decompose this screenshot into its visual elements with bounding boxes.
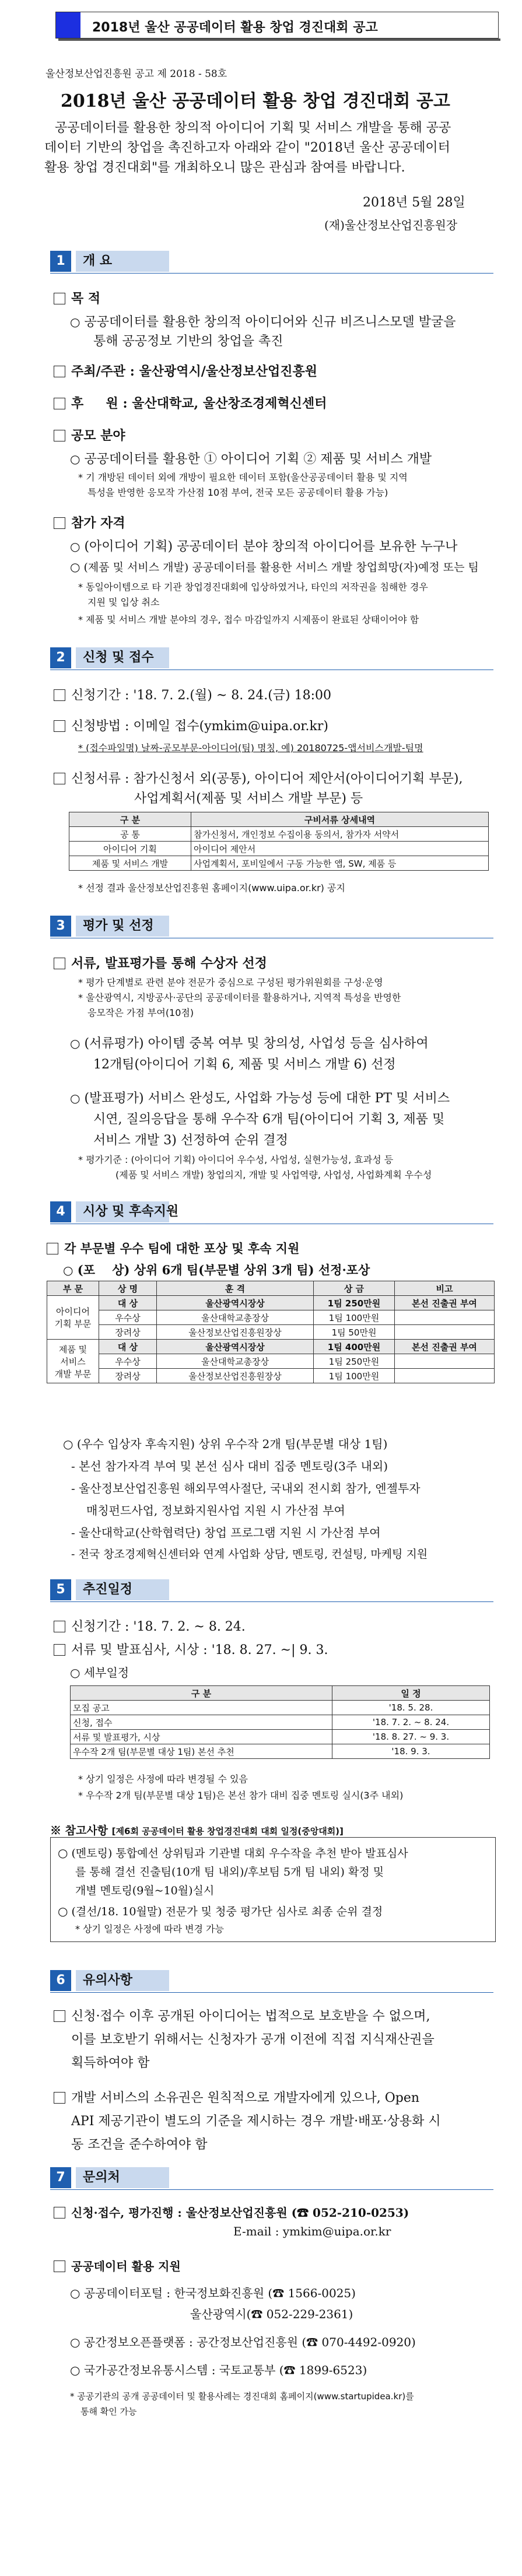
section-1-header	[50, 251, 493, 272]
section-3-header	[50, 916, 493, 937]
docs-table	[69, 812, 489, 871]
eval-criteria-1: * 평가기준 : (아이디어 기획) 아이디어 우수성, 사업성, 실현가능성, 효과성 등	[78, 1154, 394, 1165]
table-cell: 아이디어 제안서	[191, 842, 489, 856]
section-title: 문의처	[83, 2170, 120, 2185]
eligibility-line-1: ○ (아이디어 기획) 공공데이터 분야 창의적 아이디어를 보유한 누구나	[70, 539, 458, 554]
circle-bullet-icon: ○	[70, 2363, 80, 2377]
table-cell: 울산광역시장상	[157, 1340, 314, 1354]
apply-method-note: * (접수파일명) 날짜-공모부문-아이디어(팀) 명칭, 예) 20180725-앱서비스개발-팀명	[78, 742, 423, 753]
table-cell: '18. 5. 28.	[332, 1701, 490, 1715]
checkbox-icon	[54, 1621, 65, 1632]
table-row	[71, 1701, 490, 1715]
table-cell: 참가신청서, 개인정보 수집이용 동의서, 참가자 서약서	[191, 827, 489, 842]
section-number: 3	[50, 916, 71, 937]
table-cell: 장려상	[99, 1369, 157, 1383]
table-cell: 울산정보산업진흥원장상	[157, 1325, 314, 1340]
table-cell: 제품 및 서비스 개발	[69, 856, 191, 871]
table-cell: 아이디어 기획	[69, 842, 191, 856]
table-cell: '18. 9. 3.	[332, 1744, 490, 1759]
checkbox-icon	[54, 689, 65, 701]
table-cell: 공 통	[69, 827, 191, 842]
support-line-6: - 전국 창조경제혁신센터와 연계 사업화 상담, 멘토링, 컨설팅, 마케팅 지원	[71, 1548, 428, 1561]
section-title: 추진일정	[83, 1582, 133, 1597]
schedule-period: 신청기간 : '18. 7. 2. ~ 8. 24.	[54, 1617, 246, 1635]
section-title: 평가 및 선정	[83, 919, 154, 933]
checkbox-icon	[54, 2092, 65, 2104]
banner-title: 2018년 울산 공공데이터 활용 창업 경진대회 공고	[92, 20, 378, 35]
field-note-1: * 기 개방된 데이터 외에 개방이 필요한 데이터 포함(울산공공데이터 활용 및 지역	[78, 472, 408, 483]
table-cell: 1팀 100만원	[314, 1310, 395, 1325]
section-rule	[50, 1601, 493, 1602]
section-6-header	[50, 1970, 493, 1991]
section-number: 6	[50, 1970, 71, 1991]
table-cell: 사업계획서, 포비일에서 구동 가능한 앱, SW, 제품 등	[191, 856, 489, 871]
circle-bullet-icon: ○	[70, 315, 80, 329]
section-number: 1	[50, 251, 71, 272]
table-cell: 우수상	[99, 1310, 157, 1325]
section-title: 유의사항	[83, 1973, 133, 1988]
support-line-5: - 울산대학교(산학협력단) 창업 프로그램 지원 시 가산점 부여	[71, 1526, 381, 1540]
schedule-table	[70, 1685, 490, 1759]
table-cell: 우수상	[99, 1354, 157, 1369]
group-cell: 아이디어 기획 부문	[47, 1296, 99, 1340]
table-cell	[395, 1369, 495, 1383]
circle-bullet-icon: ○	[70, 1666, 80, 1680]
contact-main: 신청·접수, 평가진행 : 울산정보산업진흥원 (☎ 052-210-0253)	[54, 2203, 409, 2220]
circle-bullet-icon: ○	[70, 2286, 80, 2300]
eval-pt-1: ○ (발표평가) 서비스 완성도, 사업화 가능성 등에 대한 PT 및 서비스	[70, 1091, 450, 1106]
contact-note-2: 통해 확인 가능	[80, 2406, 137, 2417]
table-cell: 우수작 2개 팀(부문별 대상 1팀) 본선 추천	[71, 1744, 332, 1759]
reference-box	[50, 1837, 496, 1942]
table-row	[47, 1310, 495, 1325]
table-cell: 대 상	[99, 1340, 157, 1354]
table-row	[71, 1730, 490, 1744]
caution-1-line-3: 획득하여야 함	[71, 2056, 150, 2070]
eval-label: 서류, 발표평가를 통해 수상자 선정	[54, 954, 267, 972]
apply-period: 신청기간 : '18. 7. 2.(월) ~ 8. 24.(금) 18:00	[54, 685, 331, 703]
reference-line-1: ○ (멘토링) 통합예선 상위팀과 기관별 대회 우수작을 추천 받아 발표심사	[58, 1846, 408, 1860]
purpose-line-1: ○ 공공데이터를 활용한 창의적 아이디어와 신규 비즈니스모델 발굴을	[70, 315, 456, 330]
award-table	[47, 1281, 495, 1383]
title-banner	[55, 12, 499, 38]
table-cell	[395, 1310, 495, 1325]
intro-line-3: 활용 창업 경진대회"를 개최하오니 많은 관심과 참여를 바랍니다.	[44, 160, 405, 175]
eligibility-line-2: ○ (제품 및 서비스 개발) 공공데이터를 활용한 서비스 개발 창업희망(자)예정 또는 팀	[70, 560, 479, 574]
table-cell: 울산대학교총장상	[157, 1354, 314, 1369]
circle-bullet-icon: ○	[70, 2335, 80, 2349]
support-line-4: 매칭펀드사업, 정보화지원사업 지원 시 가산점 부여	[86, 1503, 345, 1517]
table-row	[47, 1340, 495, 1354]
section-number: 7	[50, 2167, 71, 2188]
intro-line-1: 공공데이터를 활용한 창의적 아이디어 기획 및 서비스 개발을 통해 공공	[55, 121, 451, 135]
table-header: 일 정	[332, 1686, 490, 1701]
table-header: 상 금	[314, 1281, 395, 1296]
eligibility-label: 참가 자격	[54, 513, 125, 531]
field-label: 공모 분야	[54, 426, 125, 444]
checkbox-icon	[54, 720, 65, 732]
table-row	[47, 1325, 495, 1340]
table-cell	[395, 1325, 495, 1340]
circle-bullet-icon: ○	[70, 539, 80, 553]
table-header: 구비서류 상세내역	[191, 812, 489, 827]
table-cell: 신청, 접수	[71, 1715, 332, 1730]
reference-line-4: ○ (결선/18. 10월말) 전문가 및 청중 평가단 심사로 최종 순위 결정	[58, 1904, 383, 1918]
eval-note-3: 응모작은 가점 부여(10점)	[87, 1007, 194, 1018]
section-rule	[50, 273, 493, 274]
table-cell: 1팀 100만원	[314, 1369, 395, 1383]
eval-pt-3: 서비스 개발 3) 선정하여 순위 결정	[93, 1133, 288, 1148]
checkbox-icon	[54, 2207, 65, 2218]
checkbox-icon	[54, 517, 65, 529]
support-line-1: ○ (우수 입상자 후속지원) 상위 우수작 2개 팀(부문별 대상 1팀)	[63, 1437, 388, 1451]
table-cell: 본선 진출권 부여	[395, 1340, 495, 1354]
table-row	[71, 1744, 490, 1759]
table-header: 훈 격	[157, 1281, 314, 1296]
section-number: 5	[50, 1579, 71, 1600]
support-line-2: - 본선 참가자격 부여 및 본선 심사 대비 집중 멘토링(3주 내외)	[71, 1459, 388, 1473]
table-row	[47, 1369, 495, 1383]
circle-bullet-icon: ○	[70, 1091, 80, 1105]
caution-1-line-1: 신청·접수 이후 공개된 아이디어는 법적으로 보호받을 수 없으며,	[54, 2006, 430, 2024]
schedule-detail: ○ 세부일정	[70, 1666, 129, 1680]
section-5-header	[50, 1579, 493, 1600]
support-ulsan: 울산광역시(☎ 052-229-2361)	[190, 2307, 353, 2321]
eligibility-note-3: * 제품 및 서비스 개발 분야의 경우, 접수 마감일까지 시제품이 완료된 상태이어야 함	[78, 614, 419, 625]
intro-line-2: 데이터 기반의 창업을 촉진하고자 아래와 같이 "2018년 울산 공공데이터	[44, 141, 450, 155]
section-number: 2	[50, 647, 71, 668]
announce-date: 2018년 5월 28일	[363, 195, 465, 210]
checkbox-icon	[54, 430, 65, 441]
contact-note-1: * 공공기관의 공개 공공데이터 및 활용사례는 경진대회 홈페이지(www.startupidea.kr)를	[70, 2391, 414, 2402]
apply-method: 신청방법 : 이메일 접수(ymkim@uipa.or.kr)	[54, 716, 328, 734]
section-7-header	[50, 2167, 493, 2188]
banner-blue-block	[56, 12, 80, 38]
table-cell: 울산광역시장상	[157, 1296, 314, 1310]
purpose-label: 목 적	[54, 289, 100, 307]
apply-docs-2: 사업계획서(제품 및 서비스 개발 부문) 등	[134, 791, 363, 806]
table-header: 부 문	[47, 1281, 99, 1296]
table-cell: 장려상	[99, 1325, 157, 1340]
caution-2-line-1: 개발 서비스의 소유권은 원칙적으로 개발자에게 있으나, Open	[54, 2088, 419, 2106]
table-cell: '18. 7. 2. ~ 8. 24.	[332, 1715, 490, 1730]
checkbox-icon	[54, 2260, 65, 2272]
circle-bullet-icon: ○	[70, 560, 80, 574]
circle-bullet-icon: ○	[63, 1263, 73, 1277]
checkbox-icon	[54, 366, 65, 377]
support-line-3: - 울산정보산업진흥원 해외무역사절단, 국내외 전시회 참가, 엔젤투자	[71, 1481, 421, 1495]
support-portal: ○ 공공데이터포털 : 한국정보화진흥원 (☎ 1566-0025)	[70, 2286, 356, 2300]
host-line: 주최/주관 : 울산광역시/울산정보산업진흥원	[54, 362, 317, 380]
purpose-line-2: 통해 공공정보 기반의 창업을 촉진	[93, 334, 283, 349]
checkbox-icon	[54, 293, 65, 304]
table-row	[47, 1354, 495, 1369]
table-header: 구 분	[69, 812, 191, 827]
support-label: 공공데이터 활용 지원	[54, 2257, 181, 2274]
eval-pt-2: 시연, 질의응답을 통해 우수작 6개 팀(아이디어 기획 3, 제품 및	[93, 1112, 445, 1127]
caution-2-line-2: API 제공기관이 별도의 기준을 제시하는 경우 개발·배포·상용화 시	[71, 2114, 441, 2129]
apply-docs-1: 신청서류 : 참가신청서 외(공통), 아이디어 제안서(아이디어기획 부문),	[54, 769, 463, 787]
field-line: ○ 공공데이터를 활용한 ① 아이디어 기획 ② 제품 및 서비스 개발	[70, 452, 432, 467]
eval-note-2: * 울산광역시, 지방공사·공단의 공공데이터를 활용하거나, 지역적 특성을 반영한	[78, 992, 401, 1003]
section-rule	[50, 1992, 493, 1993]
table-row	[69, 856, 489, 871]
table-cell: 대 상	[99, 1296, 157, 1310]
table-header: 비고	[395, 1281, 495, 1296]
schedule-note-2: * 우수작 2개 팀(부문별 대상 1팀)은 본선 참가 대비 집중 멘토링 실시(3주 내외)	[78, 1790, 404, 1801]
circle-bullet-icon: ○	[58, 1904, 68, 1918]
table-cell: '18. 8. 27. ~ 9. 3.	[332, 1730, 490, 1744]
caution-1-line-2: 이를 보호받기 위해서는 신청자가 공개 이전에 직접 지식재산권을	[71, 2032, 435, 2047]
section-number: 4	[50, 1201, 71, 1222]
checkbox-icon	[54, 1644, 65, 1656]
circle-bullet-icon: ○	[63, 1437, 73, 1451]
eval-doc-1: ○ (서류평가) 아이템 중복 여부 및 창의성, 사업성 등을 심사하여	[70, 1036, 429, 1051]
table-cell: 1팀 400만원	[314, 1340, 395, 1354]
table-row	[47, 1296, 495, 1310]
table-cell: 1팀 50만원	[314, 1325, 395, 1340]
eval-criteria-2: (제품 및 서비스 개발) 창업의지, 개발 및 사업역량, 사업성, 사업화계획 우수성	[115, 1169, 432, 1180]
table-header: 상 명	[99, 1281, 157, 1296]
award-label: 각 부문별 우수 팀에 대한 포상 및 후속 지원	[47, 1239, 299, 1257]
reference-note: * 상기 일정은 사정에 따라 변경 가능	[75, 1923, 224, 1934]
checkbox-icon	[54, 398, 65, 409]
section-title: 시상 및 후속지원	[83, 1204, 179, 1219]
eval-note-1: * 평가 단계별로 관련 분야 전문가 중심으로 구성된 평가위원회를 구성·운영	[78, 977, 383, 988]
table-cell: 울산대학교총장상	[157, 1310, 314, 1325]
table-header: 구 분	[71, 1686, 332, 1701]
schedule-note-1: * 상기 일정은 사정에 따라 변경될 수 있음	[78, 1774, 248, 1785]
signer: (재)울산정보산업진흥원장	[324, 218, 458, 232]
reference-line-2: 를 통해 결선 진출팀(10개 팀 내외)/후보팀 5개 팀 내외) 확정 및	[75, 1866, 384, 1878]
section-4-header	[50, 1201, 493, 1222]
support-national: ○ 국가공간정보유통시스템 : 국토교통부 (☎ 1899-6523)	[70, 2363, 367, 2377]
reference-line-3: 개별 멘토링(9월~10월)실시	[75, 1884, 215, 1897]
doc-title: 2018년 울산 공공데이터 활용 창업 경진대회 공고	[61, 91, 450, 111]
table-row	[71, 1715, 490, 1730]
section-title: 개 요	[83, 254, 113, 268]
table-row	[69, 827, 489, 842]
checkbox-icon	[54, 773, 65, 784]
table-cell: 서류 및 발표평가, 시상	[71, 1730, 332, 1744]
section-title: 신청 및 접수	[83, 650, 154, 665]
eligibility-note-1: * 동일아이템으로 타 기관 창업경진대회에 입상하였거나, 타인의 저작권을 침해한 경우	[78, 581, 428, 593]
checkbox-icon	[54, 2010, 65, 2022]
table-cell: 울산정보산업진흥원장상	[157, 1369, 314, 1383]
field-note-2: 특성을 반영한 응모작 가산점 10점 부여, 전국 모든 공공데이터 활용 가능)	[87, 487, 388, 498]
eligibility-note-2: 지원 및 입상 취소	[87, 597, 160, 608]
table-cell	[395, 1354, 495, 1369]
section-rule	[50, 2189, 493, 2190]
circle-bullet-icon: ○	[58, 1846, 68, 1860]
table-cell: 모집 공고	[71, 1701, 332, 1715]
section-2-header	[50, 647, 493, 668]
circle-bullet-icon: ○	[70, 452, 80, 466]
table-row	[69, 842, 489, 856]
banner-shadow	[58, 38, 500, 41]
table-cell: 1팀 250만원	[314, 1296, 395, 1310]
award-sub: ○ (포 상) 상위 6개 팀(부문별 상위 3개 팀) 선정·포상	[63, 1263, 370, 1277]
caution-2-line-3: 동 조건을 준수하여야 함	[71, 2137, 208, 2152]
table-cell: 본선 진출권 부여	[395, 1296, 495, 1310]
notice-number: 울산정보산업진흥원 공고 제 2018 - 58호	[45, 68, 227, 80]
eval-doc-2: 12개팀(아이디어 기획 6, 제품 및 서비스 개발 6) 선정	[93, 1057, 396, 1072]
table-cell: 1팀 250만원	[314, 1354, 395, 1369]
reference-title: ※ 참고사항 [제6회 공공데이터 활용 창업경진대회 대회 일정(중앙대회)]	[50, 1824, 344, 1837]
schedule-review: 서류 및 발표심사, 시상 : '18. 8. 27. ~| 9. 3.	[54, 1640, 328, 1658]
circle-bullet-icon: ○	[70, 1036, 80, 1050]
selection-notice: * 선정 결과 울산정보산업진흥원 홈페이지(www.uipa.or.kr) 공지	[78, 882, 345, 893]
contact-email: E-mail : ymkim@uipa.or.kr	[233, 2224, 391, 2238]
support-spatial: ○ 공간정보오픈플랫폼 : 공간정보산업진흥원 (☎ 070-4492-0920)	[70, 2335, 416, 2349]
sponsor-line: 후 원 : 울산대학교, 울산창조경제혁신센터	[54, 394, 327, 412]
checkbox-icon	[54, 958, 65, 969]
group-cell: 제품 및 서비스 개발 부문	[47, 1340, 99, 1383]
checkbox-icon	[47, 1243, 58, 1254]
